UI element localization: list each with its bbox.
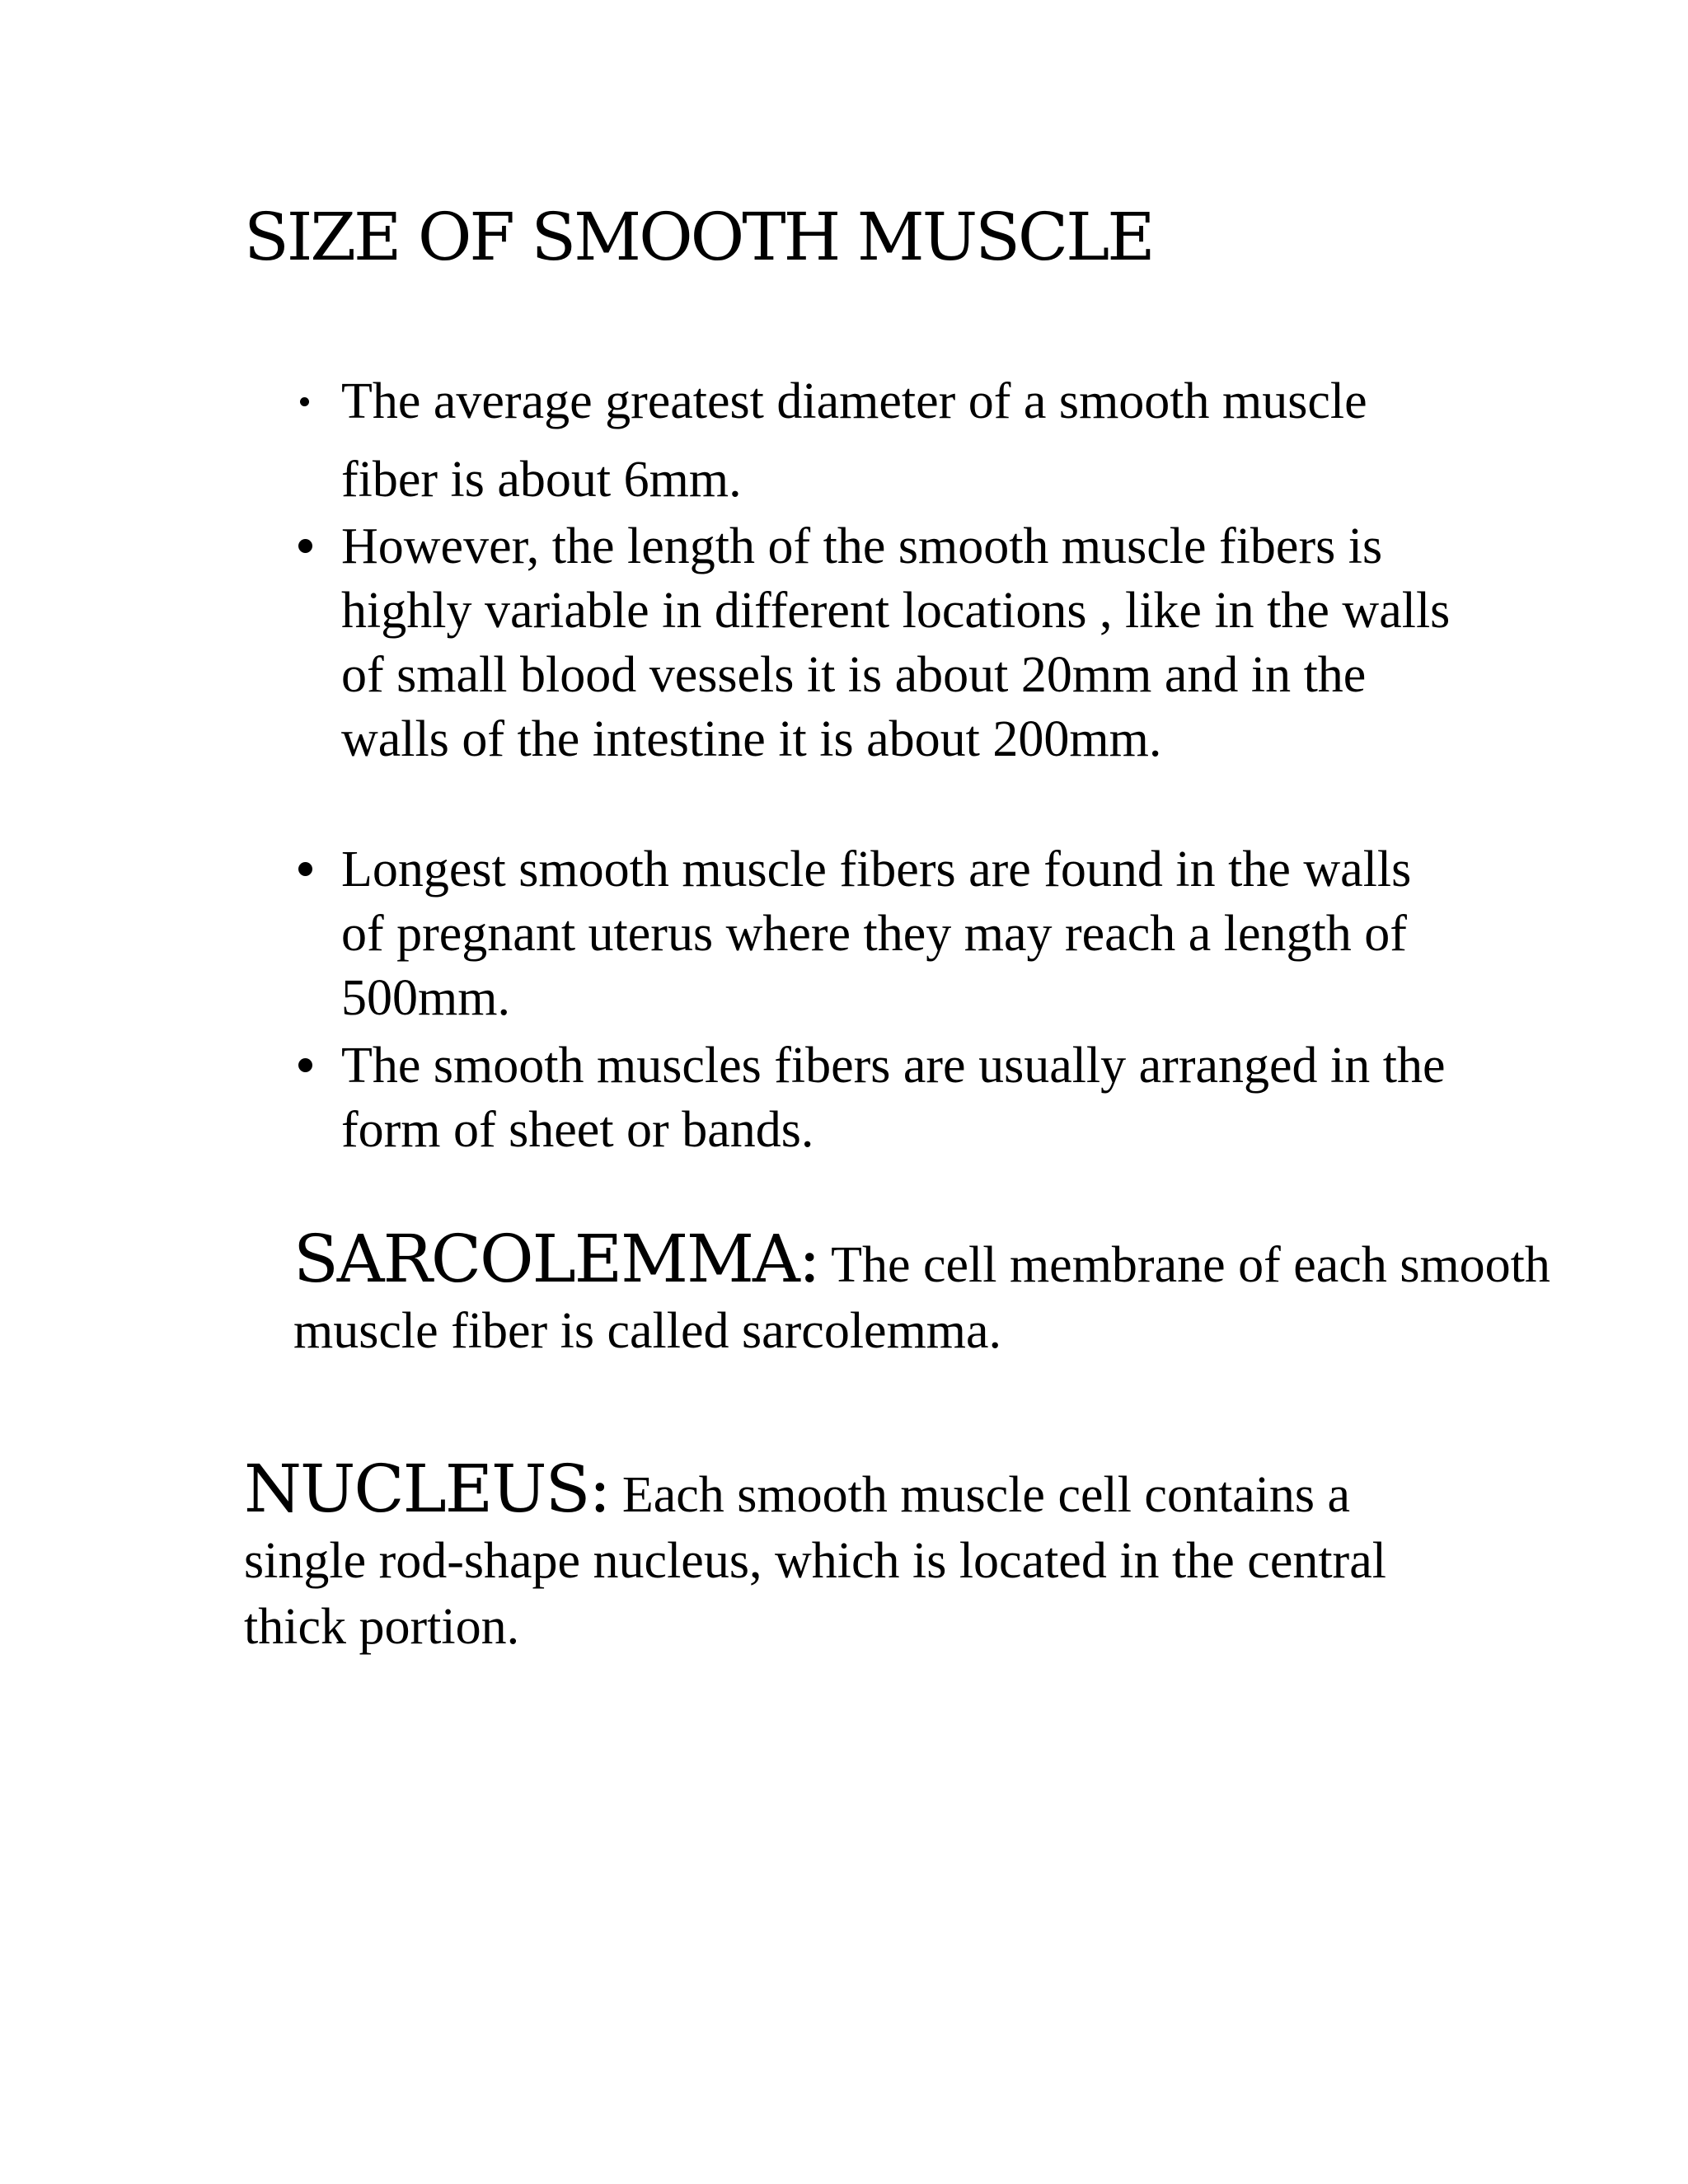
list-item-text: However, the length of the smooth muscle fibers is highly variable in different locations , like in the walls of small blood vessels it is about 20mm and in the walls of the intestine it is about 200mm. (341, 518, 1451, 767)
list-item-text: Longest smooth muscle fibers are found in the walls of pregnant uterus where they may reach a length of 500mm. (341, 841, 1412, 1026)
section-label-nucleus: NUCLEUS: (244, 1451, 610, 1527)
bullet-icon (298, 539, 312, 553)
section-label-sarcolemma: SARCOLEMMA: (293, 1221, 819, 1297)
nucleus-section (244, 1451, 1447, 1660)
list-item-text: The average greatest diameter of a smooth muscle fiber is about 6mm. (341, 373, 1367, 508)
bullet-icon (300, 397, 309, 406)
sarcolemma-text: The cell membrane of each smooth muscle fiber is called sarcolemma. (293, 1237, 1550, 1359)
bullet-icon (298, 862, 312, 876)
nucleus-text: Each smooth muscle cell contains a single rod-shape nucleus, which is located in the central thick portion. (244, 1467, 1386, 1655)
bullet-icon (298, 1058, 312, 1072)
page-title: SIZE OF SMOOTH MUSCLE (244, 199, 1153, 275)
sarcolemma-section (293, 1221, 1612, 1364)
list-item-text: The smooth muscles fibers are usually arranged in the form of sheet or bands. (341, 1038, 1446, 1158)
